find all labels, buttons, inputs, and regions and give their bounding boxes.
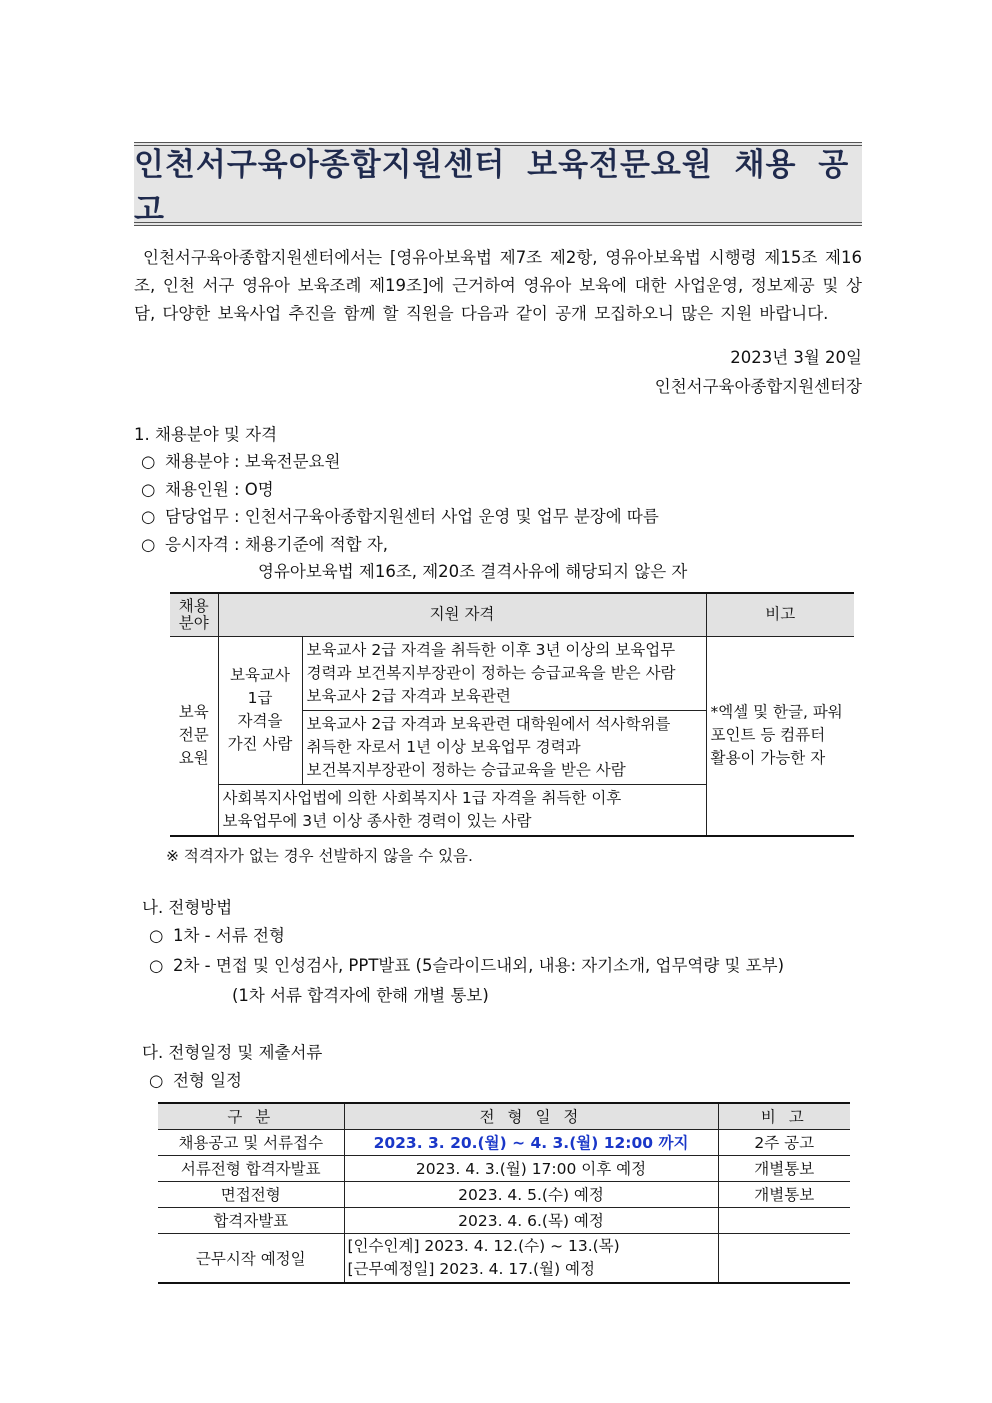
- schedule-cell: 2023. 4. 5.(수) 예정: [344, 1181, 718, 1207]
- item-text: 응시자격 : 채용기준에 적합 자,: [165, 534, 389, 554]
- schedule-cell: [344, 1233, 718, 1283]
- bullet: ○: [149, 955, 164, 975]
- item-text: 담당업무 : 인천서구육아종합지원센터 사업 운영 및 업무 분장에 따름: [165, 507, 659, 526]
- bullet: ○: [141, 507, 156, 526]
- qualification-cell: 사회복지사업법에 의한 사회복지사 1급 자격을 취득한 이후 보육업무에 3년 이상 종사한 경력이 있는 사람: [218, 784, 706, 836]
- table-row: [158, 1233, 850, 1283]
- notice-date: 2023년 3월 20일: [730, 348, 862, 367]
- schedule-cell: 2023. 4. 3.(월) 17:00 이후 예정: [344, 1155, 718, 1181]
- note-cell: [718, 1207, 850, 1233]
- qualification-table: [170, 592, 854, 837]
- page-title: 인천서구육아종합지원센터 보육전문요원 채용 공고: [134, 147, 850, 228]
- note-cell: 개별통보: [718, 1155, 850, 1181]
- start-date: [근무예정일] 2023. 4. 17.(월) 예정: [347, 1259, 595, 1278]
- category-cell: 서류전형 합격자발표: [158, 1155, 344, 1181]
- notice-page: [134, 142, 862, 1284]
- section-title: 나. 전형방법: [142, 897, 233, 917]
- item-text: 2차 - 면접 및 인성검사, PPT발표 (5슬라이드내외, 내용: 자기소개, 업무역량 및 포부): [173, 955, 785, 975]
- category-cell: 합격자발표: [158, 1207, 344, 1233]
- section-recruitment: [134, 421, 862, 868]
- title-banner: [134, 142, 862, 226]
- item-text: 전형 일정: [173, 1070, 243, 1090]
- list-item: [142, 951, 862, 981]
- signature-block: [134, 343, 862, 401]
- qualification-cell: 보육교사 2급 자격과 보육관련 대학원에서 석사학위를 취득한 자로서 1년 이상 보육업무 경력과 보건복지부장관이 정하는 승급교육을 받은 사람: [302, 710, 706, 784]
- section-title: 1. 채용분야 및 자격: [134, 425, 278, 444]
- section-method: [134, 894, 862, 1011]
- intro-paragraph: 인천서구육아종합지원센터에서는 [영유아보육법 제7조 제2항, 영유아보육법 시행령 제15조 제16조, 인천 서구 영유아 보육조례 제19조]에 근거하여 영유아 보육에 대한 사업운영, 정보제공 및 상담, 다양한 보육사업 추진을 함께 할 직원을 다음과 같이 공개 모집하오니 많은 지원 바랍니다.: [134, 248, 862, 323]
- header-schedule: 전 형 일 정: [344, 1103, 718, 1130]
- table-header-row: [158, 1103, 850, 1130]
- table-row: [158, 1155, 850, 1181]
- field-cell: 보육 전문 요원: [170, 636, 218, 836]
- header-note: 비 고: [718, 1103, 850, 1130]
- item-text: 채용분야 : 보육전문요원: [165, 452, 341, 471]
- schedule-table: [158, 1102, 850, 1284]
- category-cell: 면접전형: [158, 1181, 344, 1207]
- qualification-cell: 보육교사 2급 자격을 취득한 이후 3년 이상의 보육업무 경력과 보건복지부장관이 정하는 승급교육을 받은 사람 보육교사 2급 자격과 보육관련: [302, 636, 706, 710]
- table-row: [158, 1129, 850, 1155]
- bullet: ○: [141, 452, 156, 471]
- table-header-row: [170, 593, 854, 637]
- bullet: ○: [141, 534, 156, 554]
- qualification-continuation: 영유아보육법 제16조, 제20조 결격사유에 해당되지 않은 자: [258, 562, 688, 581]
- list-item: [134, 448, 862, 476]
- header-remark: 비고: [706, 593, 854, 637]
- bullet: ○: [149, 1070, 164, 1090]
- remark-cell: *엑셀 및 한글, 파워 포인트 등 컴퓨터 활용이 가능한 자: [706, 636, 854, 836]
- schedule-cell: 2023. 3. 20.(월) ~ 4. 3.(월) 12:00 까지: [344, 1129, 718, 1155]
- list-item: [134, 1066, 862, 1096]
- method-continuation: (1차 서류 합격자에 한해 개별 통보): [232, 985, 489, 1005]
- sub-label-cell: 보육교사 1급 자격을 가진 사람: [218, 636, 302, 784]
- table-row: [170, 636, 854, 710]
- list-item: [134, 503, 862, 531]
- section-schedule: [134, 1039, 862, 1284]
- header-qualification: 지원 자격: [218, 593, 706, 637]
- list-item: [134, 476, 862, 504]
- schedule-cell: 2023. 4. 6.(목) 예정: [344, 1207, 718, 1233]
- category-cell: 채용공고 및 서류접수: [158, 1129, 344, 1155]
- list-item: [134, 531, 862, 559]
- note-cell: 2주 공고: [718, 1129, 850, 1155]
- handover-date: [인수인계] 2023. 4. 12.(수) ~ 13.(목): [347, 1236, 620, 1255]
- signer-name: 인천서구육아종합지원센터장: [654, 377, 862, 396]
- bullet: ○: [141, 479, 156, 499]
- table-row: [158, 1181, 850, 1207]
- section-title: 다. 전형일정 및 제출서류: [142, 1042, 323, 1062]
- note-cell: [718, 1233, 850, 1283]
- item-text: 채용인원 : O명: [165, 479, 274, 499]
- table-row: [158, 1207, 850, 1233]
- selection-note: ※ 적격자가 없는 경우 선발하지 않을 수 있음.: [166, 846, 473, 865]
- category-cell: 근무시작 예정일: [158, 1233, 344, 1283]
- note-cell: 개별통보: [718, 1181, 850, 1207]
- bullet: ○: [149, 925, 164, 945]
- item-text: 1차 - 서류 전형: [173, 925, 285, 945]
- header-category: 구 분: [158, 1103, 344, 1130]
- list-item: [142, 921, 862, 951]
- header-field: 채용 분야: [170, 593, 218, 637]
